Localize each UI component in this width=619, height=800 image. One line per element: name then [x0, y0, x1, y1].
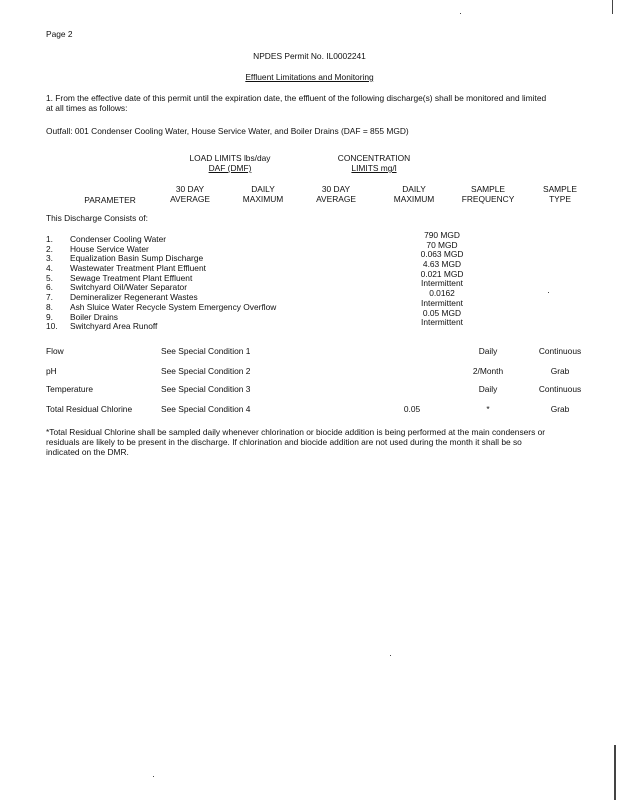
col-sample-frequency-l1: SAMPLE: [471, 184, 505, 194]
scan-speck: [548, 292, 549, 293]
col-sample-type-l1: SAMPLE: [543, 184, 577, 194]
flow-value: Intermittent: [421, 297, 463, 308]
item-name: Switchyard Area Runoff: [70, 321, 158, 332]
param-name-temperature: Temperature: [46, 384, 94, 394]
item-number: 10.: [46, 321, 58, 332]
section-title: Effluent Limitations and Monitoring: [245, 72, 374, 82]
item-name: Boiler Drains: [70, 311, 118, 322]
flow-value: 0.05 MGD: [422, 307, 462, 318]
param-sample-type: Continuous: [538, 384, 582, 394]
param-condition: See Special Condition 3: [161, 384, 251, 394]
permit-number: NPDES Permit No. IL0002241: [253, 51, 366, 61]
flow-value: 0.063 MGD: [420, 249, 464, 260]
col-load-daily-l2: MAXIMUM: [242, 194, 284, 204]
flow-value: Intermittent: [421, 317, 463, 328]
flow-value: Intermittent: [421, 278, 463, 289]
flow-value: 790 MGD: [424, 230, 460, 240]
item-number: 4.: [46, 263, 53, 274]
intro-text: 1. From the effective date of this permit until the expiration date, the effluent of the following discharge(s) shall be monitored and limited: [46, 93, 547, 103]
param-frequency: Daily: [478, 384, 498, 394]
param-frequency: Daily: [478, 346, 498, 356]
param-sample-type: Continuous: [538, 346, 582, 356]
param-sample-type: Grab: [550, 366, 570, 376]
item-name: House Service Water: [70, 243, 149, 254]
param-name-chlorine: Total Residual Chlorine: [46, 404, 133, 414]
param-name-flow: Flow: [46, 346, 64, 356]
param-sample-type: Grab: [550, 404, 570, 414]
param-name-ph: pH: [46, 366, 57, 376]
item-name: Demineralizer Regenerant Wastes: [70, 292, 198, 303]
item-number: 2.: [46, 243, 53, 254]
load-limits-line2: DAF (DMF): [208, 163, 252, 173]
page-number: Page 2: [46, 29, 73, 39]
scan-edge-mark: [612, 0, 613, 14]
col-load-30day: [150, 184, 230, 204]
col-conc-daily-l1: DAILY: [402, 184, 426, 194]
col-conc-daily-l2: MAXIMUM: [393, 194, 435, 204]
component-flows: [400, 231, 484, 328]
param-condition: See Special Condition 1: [161, 346, 251, 356]
flow-value: 0.0162: [429, 288, 455, 299]
item-number: 5.: [46, 272, 53, 283]
col-conc-30day-l1: 30 DAY: [321, 184, 351, 194]
footnote-line1: *Total Residual Chlorine shall be sampled daily whenever chlorination or biocide addition is being performed at the main condensers or: [46, 427, 546, 437]
footnote-line3: indicated on the DMR.: [46, 447, 129, 457]
col-sample-type-l2: TYPE: [549, 194, 571, 204]
item-number: 8.: [46, 301, 53, 312]
col-sample-frequency-l2: FREQUENCY: [461, 194, 515, 204]
param-condition: See Special Condition 2: [161, 366, 251, 376]
flow-value: 0.021 MGD: [420, 268, 464, 279]
item-name: Switchyard Oil/Water Separator: [70, 282, 187, 293]
outfall-description: Outfall: 001 Condenser Cooling Water, House Service Water, and Boiler Drains (DAF = 855 MGD): [46, 126, 409, 136]
scan-speck: [390, 655, 391, 656]
col-conc-30day-l2: AVERAGE: [316, 194, 356, 204]
scan-speck: [460, 13, 461, 14]
param-frequency: *: [486, 404, 490, 414]
footnote-line2: residuals are likely to be present in the discharge. If chlorination and biocide addition are not used during the month it shall be so: [46, 437, 522, 447]
item-name: Sewage Treatment Plant Effluent: [70, 272, 193, 283]
load-limits-line1: LOAD LIMITS lbs/day: [189, 153, 271, 163]
intro-text-cont: at all times as follows:: [46, 103, 128, 113]
scan-edge-mark: [614, 745, 616, 800]
col-load-30day-l1: 30 DAY: [175, 184, 205, 194]
flow-value: 70 MGD: [426, 239, 458, 250]
col-sample-type: [520, 184, 600, 204]
item-number: 6.: [46, 282, 53, 293]
col-load-daily: [223, 184, 303, 204]
param-conc-daily: 0.05: [403, 404, 421, 414]
item-number: 3.: [46, 253, 53, 264]
item-name: Equalization Basin Sump Discharge: [70, 253, 204, 264]
item-name: Condenser Cooling Water: [70, 234, 167, 244]
item-number: 7.: [46, 292, 53, 303]
load-limits-header: [160, 153, 300, 173]
col-load-30day-l2: AVERAGE: [170, 194, 210, 204]
concentration-limits-header: [304, 153, 444, 173]
item-name: Wastewater Treatment Plant Effluent: [70, 263, 206, 274]
conc-limits-line1: CONCENTRATION: [337, 153, 411, 163]
consists-of-label: This Discharge Consists of:: [46, 213, 148, 223]
conc-limits-line2: LIMITS mg/l: [351, 163, 397, 173]
item-number: 9.: [46, 311, 53, 322]
item-number: 1.: [46, 234, 53, 244]
col-conc-30day: [296, 184, 376, 204]
flow-value: 4.63 MGD: [422, 259, 462, 270]
col-conc-daily: [374, 184, 454, 204]
col-parameter: PARAMETER: [84, 195, 136, 205]
param-condition: See Special Condition 4: [161, 404, 251, 414]
col-sample-frequency: [448, 184, 528, 204]
col-load-daily-l1: DAILY: [251, 184, 275, 194]
item-name: Ash Sluice Water Recycle System Emergency Overflow: [70, 301, 277, 312]
scan-speck: [153, 776, 154, 777]
param-frequency: 2/Month: [472, 366, 504, 376]
